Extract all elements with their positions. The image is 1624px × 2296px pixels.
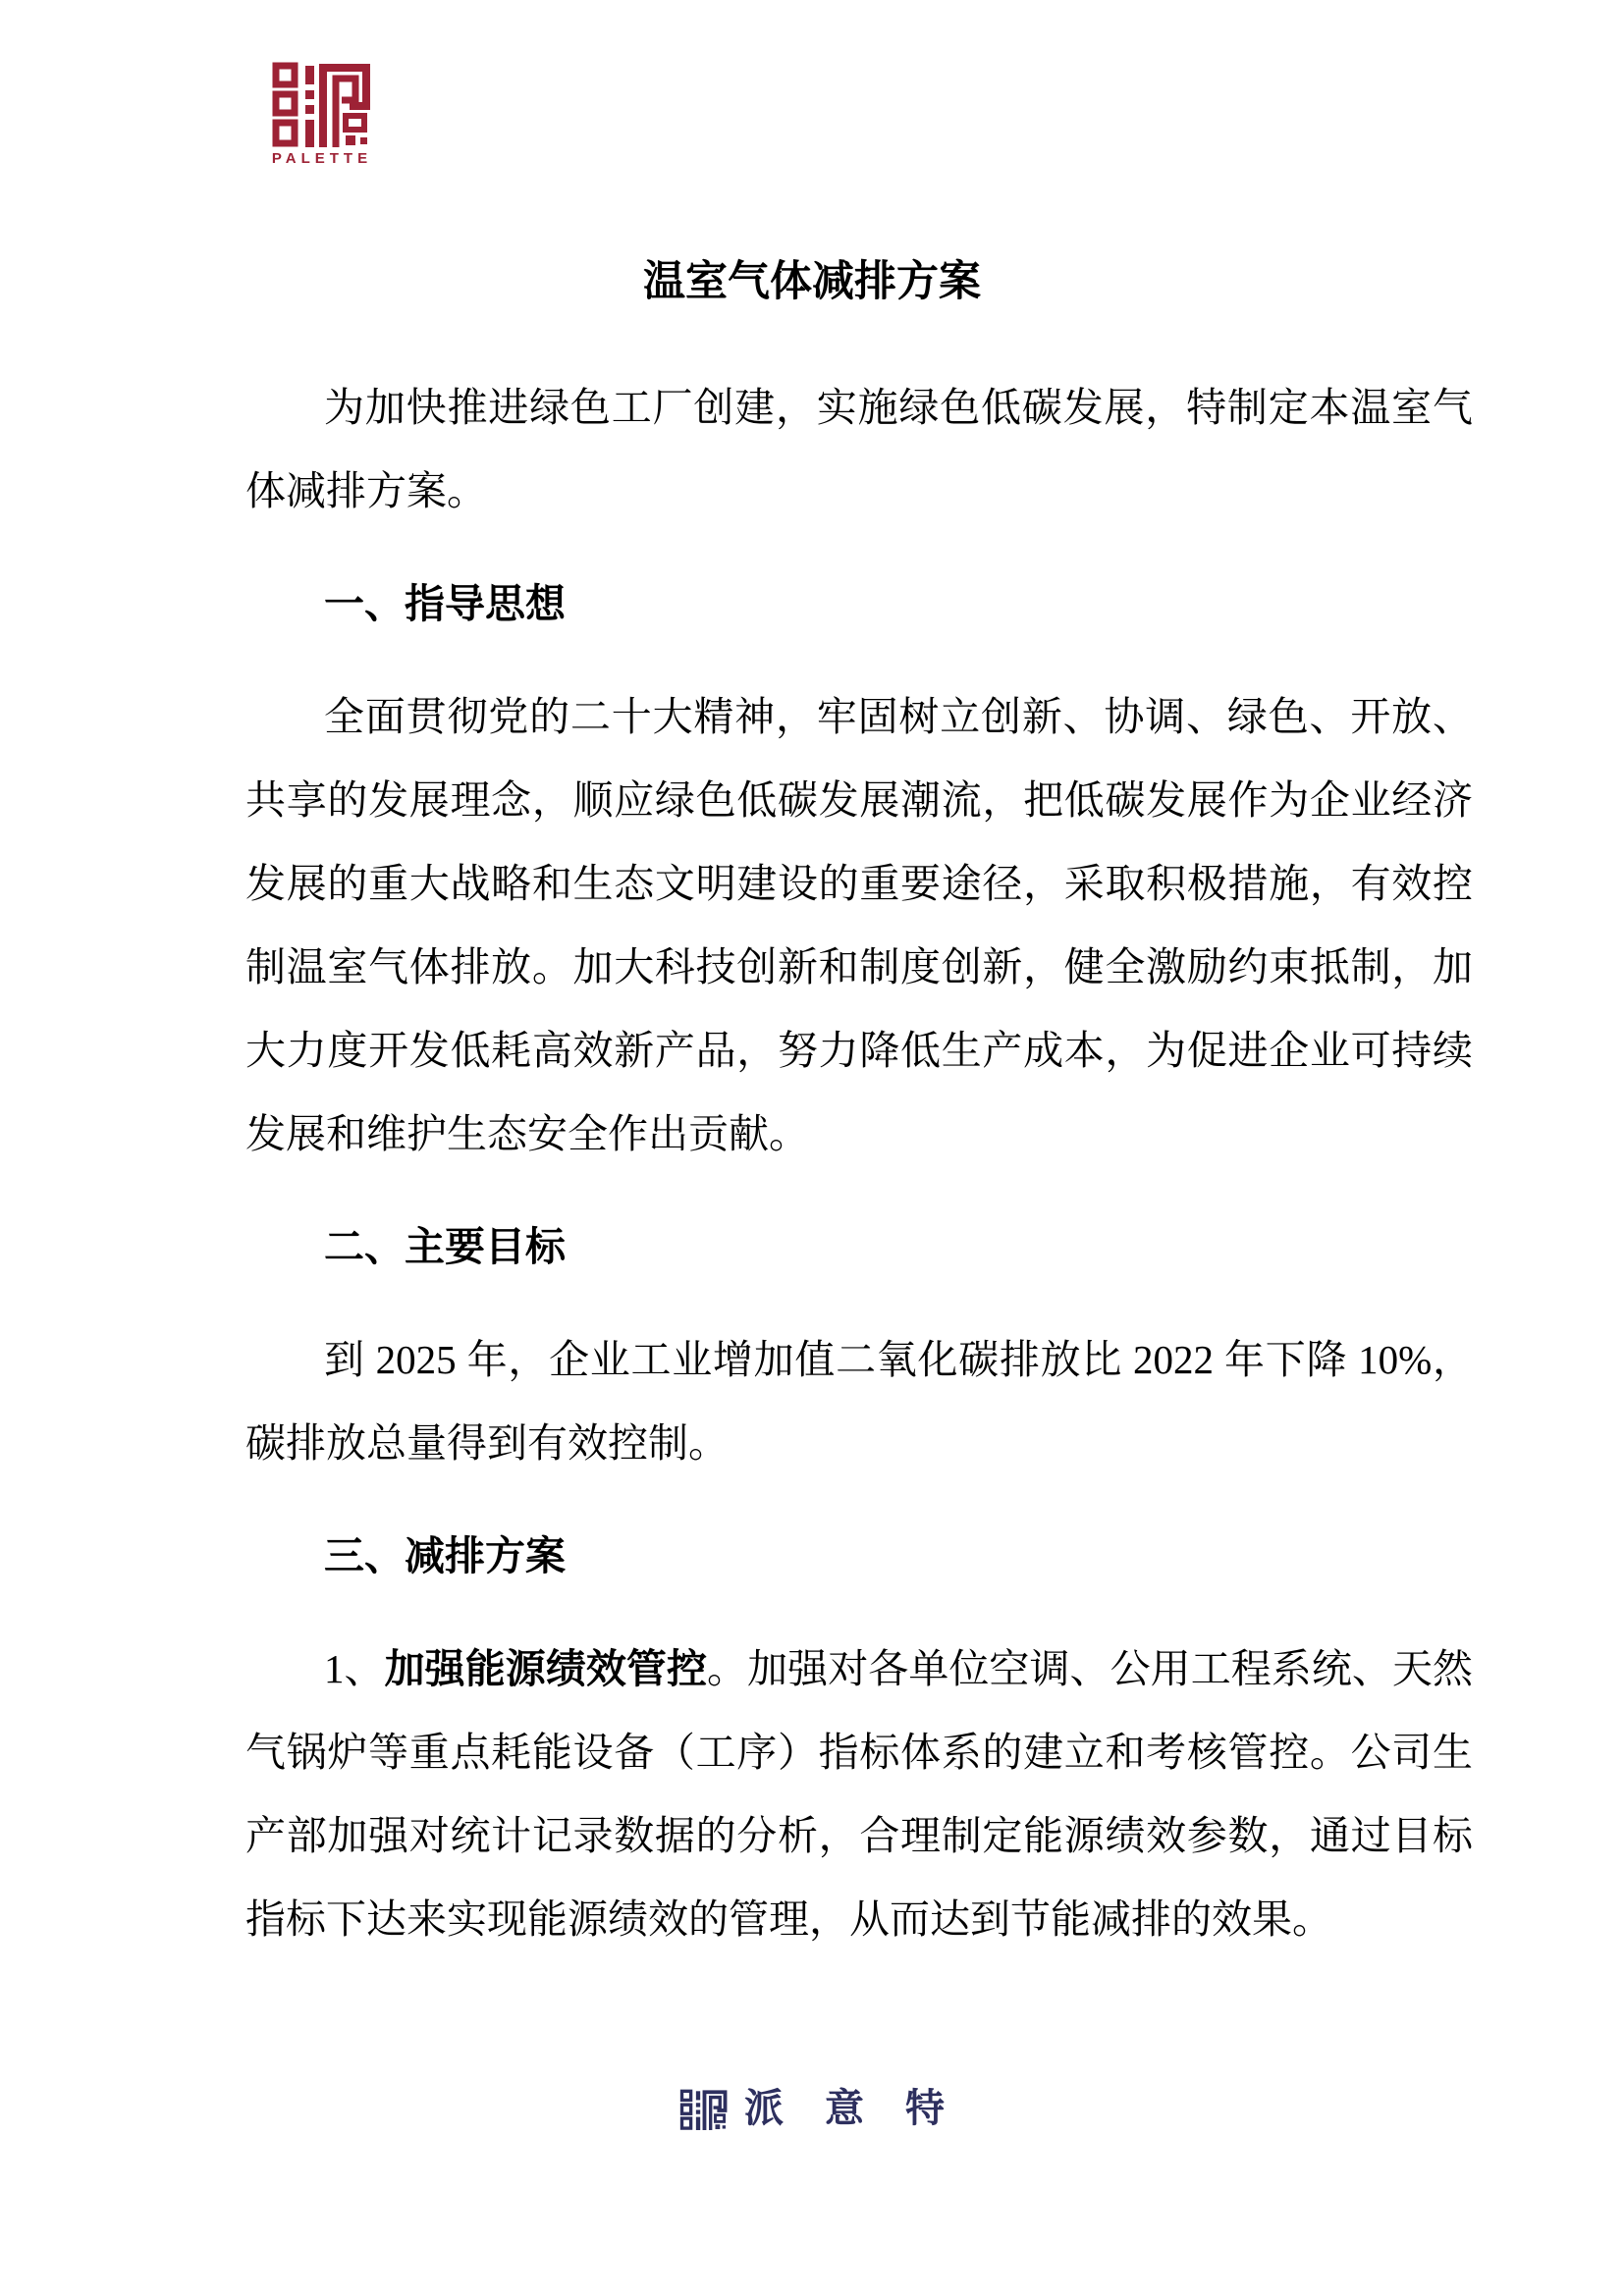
section-3-item-1 <box>245 1628 1473 1961</box>
palette-logo <box>271 57 373 167</box>
palette-logo-icon <box>271 57 373 147</box>
item-body: 。加强对各单位空调、公用工程系统、天然气锅炉等重点耗能设备（工序）指标体系的建立和考核管控。公司生产部加强对统计记录数据的分析，合理制定能源绩效参数，通过目标指标下达来实现能源绩效的管理，从而达到节能减排的效果。 <box>245 1646 1474 1942</box>
section-heading-1: 一、指导思想 <box>324 581 566 626</box>
intro-paragraph: 为加快推进绿色工厂创建，实施绿色低碳发展，特制定本温室气体减排方案。 <box>245 385 1473 513</box>
section-1-paragraph: 全面贯彻党的二十大精神，牢固树立创新、协调、绿色、开放、共享的发展理念，顺应绿色低碳发展潮流，把低碳发展作为企业经济发展的重大战略和生态文明建设的重要途径，采取积极措施，有效控制温室气体排放。加大科技创新和制度创新，健全激励约束抵制，加大力度开发低耗高效新产品，努力降低生产成本，为促进企业可持续发展和维护生态安全作出贡献。 <box>245 694 1473 1156</box>
section-heading-3: 三、减排方案 <box>324 1533 566 1578</box>
document-title: 温室气体减排方案 <box>643 259 981 305</box>
item-number: 1、 <box>324 1646 385 1691</box>
document-content <box>0 240 1624 1991</box>
section-heading-2: 二、主要目标 <box>324 1224 566 1269</box>
footer-brand-text: 派意特 <box>744 2086 986 2130</box>
footer-brand-logo-icon <box>679 2087 729 2130</box>
section-2-paragraph: 到 2025 年，企业工业增加值二氧化碳排放比 2022 年下降 10%，碳排放总量得到有效控制。 <box>245 1337 1473 1466</box>
palette-wordmark: PALETTE <box>271 150 373 167</box>
footer-brand <box>0 2085 1624 2132</box>
item-lead: 加强能源绩效管控 <box>384 1646 708 1691</box>
